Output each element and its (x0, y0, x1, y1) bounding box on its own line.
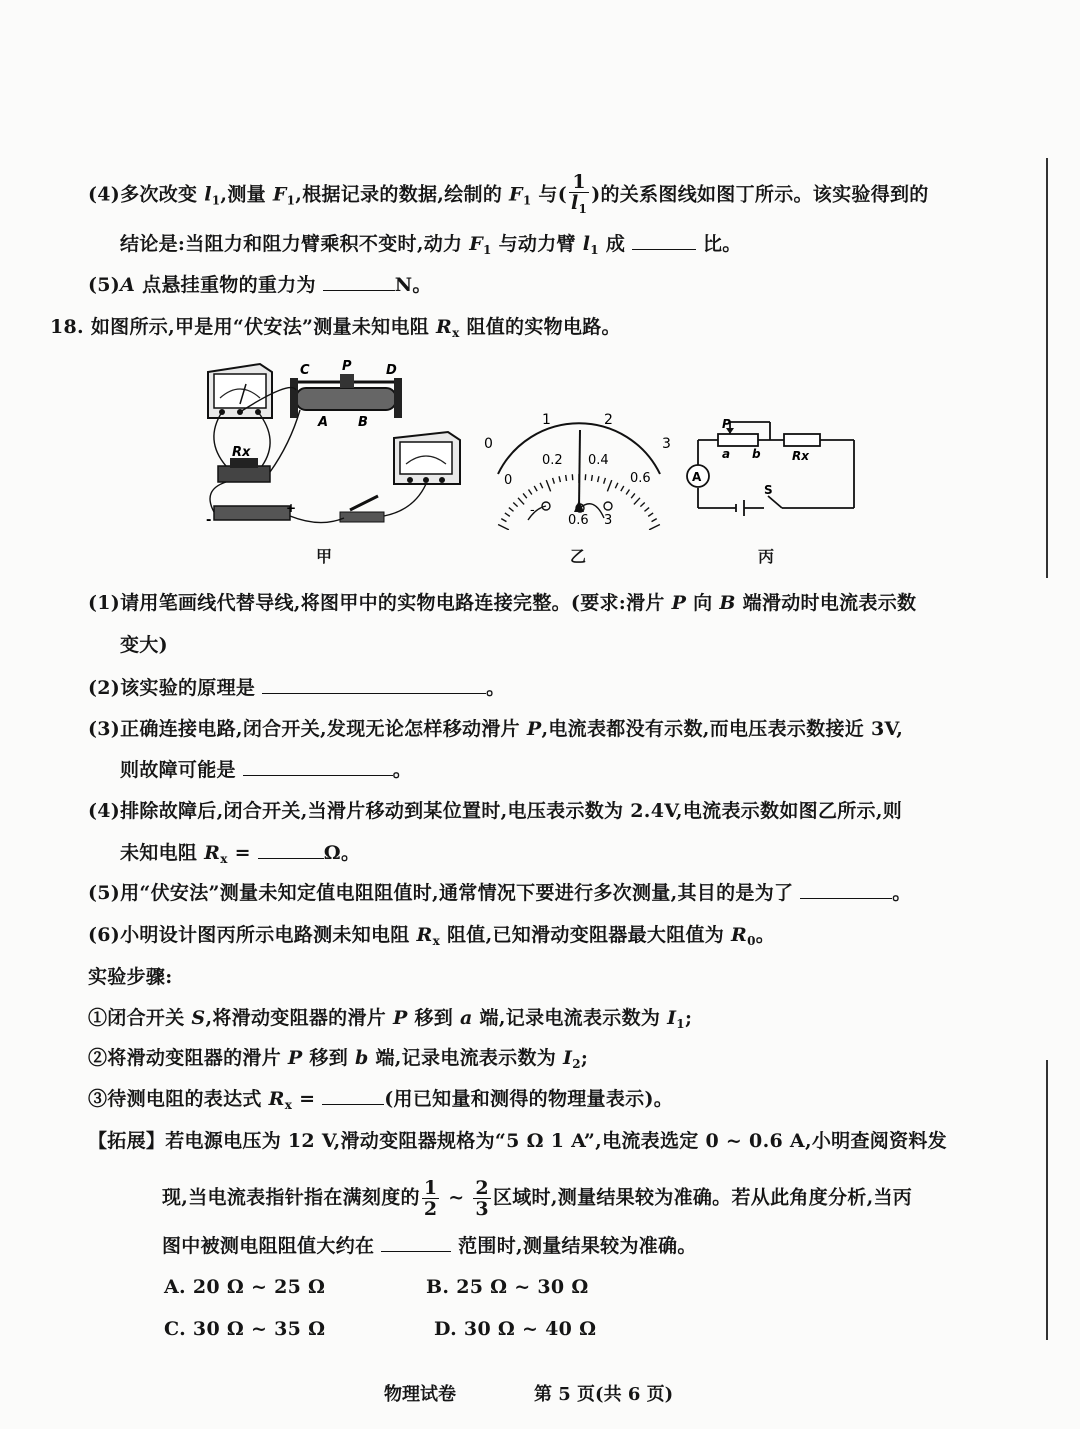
extension-line3: 图中被测电阻阻值大约在 范围时,测量结果较为准确。 (162, 1235, 697, 1257)
dial-tick (546, 480, 550, 491)
dial-tick (640, 503, 644, 507)
battery-plus: + (286, 501, 297, 515)
fraction-two-thirds: $\frac{2}{3}$ (475, 1177, 489, 1220)
schematic-ammeter-a: A (692, 470, 702, 484)
q18-part3-line1: (3)正确连接电路,闭合开关,发现无论怎样移动滑片 P,电流表都没有示数,而电压表示数接近 3V, (88, 718, 904, 740)
dial-tick (559, 476, 560, 482)
q17-part4-line2: 结论是:当阻力和阻力臂乘积不变时,动力 $F_1$ 与动力臂 $l_1$ 成 比。 (120, 233, 742, 257)
q18-part6: (6)小明设计图丙所示电路测未知电阻 $R_x$ 阻值,已知滑动变阻器最大阻值为 $R_0$。 (88, 924, 776, 948)
battery-minus: - (206, 513, 212, 528)
extension-line2: 现,当电流表指针指在满刻度的 $\frac{1}{2}$ ~ $\frac{2}{3}$ 区域时,测量结果较为准确。若从此角度分析,当丙 (162, 1177, 913, 1220)
dial-tick (626, 490, 629, 495)
q18-intro: 18. 如图所示,甲是用“伏安法”测量未知电阻 $R_x$ 阻值的实物电路。 (50, 316, 621, 340)
steps-title: 实验步骤: (88, 966, 173, 988)
option-a[interactable]: A. 20 Ω ~ 25 Ω (164, 1276, 326, 1298)
q17-part5: (5)A 点悬挂重物的重力为 N。 (88, 274, 432, 296)
rheostat (290, 360, 402, 430)
answer-blank[interactable] (322, 1086, 384, 1105)
schematic-label-s: S (764, 483, 773, 497)
resistor-rx (218, 445, 270, 482)
dial-tick (615, 483, 618, 488)
dial-tick (518, 498, 524, 505)
terminal-3: 3 (604, 513, 613, 528)
rheostat-label-a: A (318, 415, 329, 430)
q18-part1-line1: (1)请用笔画线代替导线,将图甲中的实物电路连接完整。(要求:滑片 P 向 B 端滑动时电流表示数 (88, 592, 917, 614)
dial-tick (553, 478, 555, 484)
option-b[interactable]: B. 25 Ω ~ 30 Ω (426, 1276, 589, 1298)
schematic-label-a: a (722, 447, 731, 461)
dial-upper-1: 1 (542, 412, 551, 428)
dial-tick (591, 475, 592, 481)
voltmeter (208, 364, 272, 418)
extension-line1: 【拓展】若电源电压为 12 V,滑动变阻器规格为“5 Ω 1 A”,电流表选定 0 ~ 0.6 A,小明查阅资料发 (88, 1130, 947, 1152)
dial-tick (501, 519, 506, 522)
dial-lower-0-2: 0.2 (542, 453, 563, 468)
dial-upper-3: 3 (662, 436, 671, 452)
dial-tick (631, 493, 635, 498)
q18-part4-line1: (4)排除故障后,闭合开关,当滑片移动到某位置时,电压表示数为 2.4V,电流表示数如图乙所示,则 (88, 800, 903, 822)
dial-tick (534, 486, 537, 491)
footer-subject: 物理试卷 (384, 1384, 456, 1405)
margin-rule (1046, 158, 1048, 578)
dial-tick (607, 480, 611, 491)
figure-label-jia: 甲 (316, 547, 333, 566)
step-1: ①闭合开关 S,将滑动变阻器的滑片 P 移到 a 端,记录电流表示数为 $I_1$; (88, 1007, 693, 1031)
step-2: ②将滑动变阻器的滑片 P 移到 b 端,记录电流表示数为 $I_2$; (88, 1047, 589, 1071)
battery (206, 501, 296, 528)
figure-label-yi: 乙 (570, 547, 587, 566)
dial-tick (566, 475, 567, 481)
q17-part4-line1: (4)多次改变 $l_1$,测量 $F_1$,根据记录的数据,绘制的 $F_1$ 与( $\frac{1}{l_1}$ )的关系图线如图丁所示。该实验得到的 (88, 172, 929, 219)
figure-bing-schematic (678, 416, 862, 520)
option-d[interactable]: D. 30 Ω ~ 40 Ω (434, 1318, 597, 1340)
figure-yi-ammeter-dial (476, 400, 682, 530)
dial-tick (598, 476, 599, 482)
dial-tick (648, 513, 653, 516)
dial-tick (649, 525, 660, 530)
figure-label-bing: 丙 (758, 547, 775, 566)
schematic-label-b: b (752, 447, 761, 461)
terminal-minus: - (530, 503, 535, 518)
rheostat-label-b: B (358, 415, 368, 430)
step-3: ③待测电阻的表达式 $R_x$ = (用已知量和测得的物理量表示)。 (88, 1088, 674, 1112)
schematic-label-p: P (722, 417, 731, 431)
q18-part5: (5)用“伏安法”测量未知定值电阻阻值时,通常情况下要进行多次测量,其目的是为了 。 (88, 882, 912, 904)
answer-blank[interactable] (258, 840, 324, 859)
dial-upper-2: 2 (604, 412, 613, 428)
dial-tick (540, 483, 543, 488)
fraction-one-over-l1: $\frac{1}{l_1}$ (571, 171, 588, 216)
terminal-0-6: 0.6 (568, 513, 589, 528)
dial-tick (509, 508, 514, 512)
dial-tick (528, 490, 531, 495)
figure-jia-circuit (200, 360, 470, 532)
rheostat-label-c: C (300, 363, 310, 378)
schematic-label-rx: Rx (792, 449, 809, 463)
dial-lower-0-6: 0.6 (630, 471, 651, 486)
q18-part2: (2)该实验的原理是 。 (88, 677, 506, 699)
option-c[interactable]: C. 30 Ω ~ 35 Ω (164, 1318, 326, 1340)
answer-blank[interactable] (323, 272, 395, 291)
q18-part1-line2: 变大) (120, 634, 168, 656)
footer-page-number: 第 5 页(共 6 页) (534, 1384, 674, 1405)
answer-blank[interactable] (381, 1233, 451, 1252)
dial-tick (652, 519, 657, 522)
dial-lower-0: 0 (504, 473, 513, 488)
answer-blank[interactable] (262, 675, 486, 694)
rheostat-label-p: P (342, 360, 352, 374)
dial-tick (644, 508, 649, 512)
dial-tick (523, 493, 527, 498)
dial-lower-0-4: 0.4 (588, 453, 609, 468)
switch (340, 496, 384, 522)
dial-tick (621, 486, 624, 491)
dial-tick (505, 513, 510, 516)
dial-upper-0: 0 (484, 436, 493, 452)
q18-part3-line2: 则故障可能是 。 (120, 759, 413, 781)
margin-rule (1046, 1060, 1048, 1340)
dial-tick (513, 503, 517, 507)
answer-blank[interactable] (800, 880, 892, 899)
dial-tick (604, 478, 606, 484)
rx-label: Rx (232, 445, 251, 460)
rheostat-label-d: D (386, 363, 397, 378)
fraction-one-half: $\frac{1}{2}$ (423, 1177, 438, 1220)
answer-blank[interactable] (632, 231, 696, 250)
dial-tick (634, 498, 640, 505)
dial-needle (579, 430, 580, 508)
ammeter (394, 432, 460, 484)
answer-blank[interactable] (243, 757, 393, 776)
q18-part4-line2: 未知电阻 $R_x = \Omega$。 (120, 842, 361, 866)
dial-tick (498, 525, 509, 530)
